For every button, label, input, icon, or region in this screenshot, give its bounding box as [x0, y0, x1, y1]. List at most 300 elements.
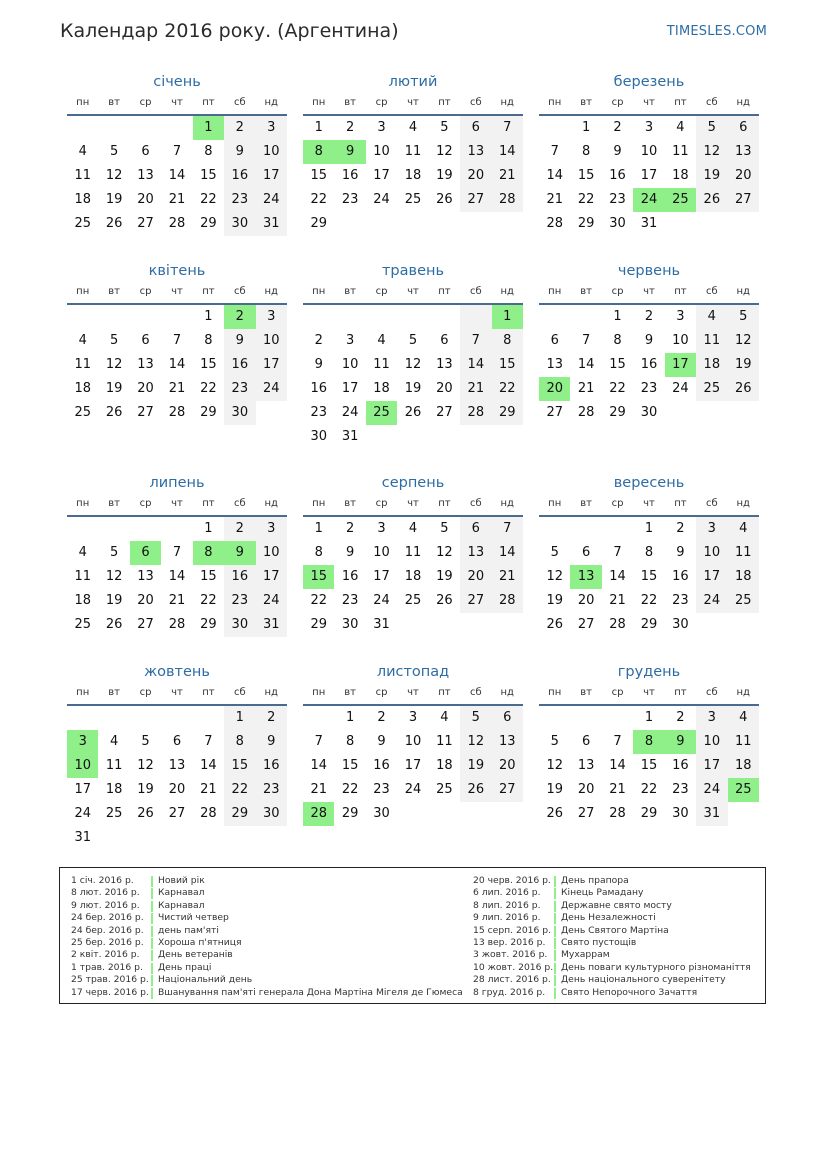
empty-cell	[570, 517, 601, 541]
day-cell: 6	[460, 517, 491, 541]
day-cell: 24	[373, 192, 390, 207]
day-cell: 9	[314, 357, 323, 372]
day-cell: 22	[200, 381, 217, 396]
day-cell: 31	[74, 830, 91, 845]
holiday-date: 10 жовт. 2016 р.	[473, 961, 554, 973]
day-cell: 6	[172, 734, 182, 749]
legend-row	[71, 937, 463, 949]
day-cell: 20	[577, 593, 595, 608]
day-cell: 16	[341, 569, 359, 584]
day-cell: 29	[310, 216, 327, 231]
day-cell: 6	[460, 116, 491, 140]
day-cell: 17	[74, 782, 91, 797]
day-cell: 3	[377, 120, 386, 135]
month-11	[303, 662, 523, 826]
weekday-label: вт	[344, 687, 356, 698]
day-cell: 25	[74, 617, 91, 632]
legend-row	[473, 875, 751, 887]
weekday-header	[539, 283, 759, 305]
day-cell: 18	[404, 168, 422, 183]
day-cell: 20	[137, 381, 154, 396]
empty-cell	[539, 706, 570, 730]
weekday-label: пт	[202, 498, 215, 509]
day-cell: 28	[492, 589, 523, 613]
day-cell: 3	[256, 116, 287, 140]
day-cell: 1	[204, 309, 213, 324]
holiday-day-cell: 6	[130, 541, 161, 565]
day-cell: 19	[105, 192, 123, 207]
day-cell: 22	[492, 377, 523, 401]
weekday-label: вт	[344, 97, 356, 108]
day-grid	[67, 517, 287, 637]
day-cell: 11	[373, 357, 390, 372]
day-cell: 20	[436, 381, 453, 396]
legend-column-right	[473, 875, 751, 999]
day-cell: 30	[224, 401, 255, 425]
day-cell: 13	[137, 569, 154, 584]
day-cell: 26	[436, 192, 453, 207]
day-cell: 18	[74, 593, 91, 608]
weekday-label: пт	[202, 286, 215, 297]
day-cell: 15	[640, 569, 658, 584]
month-9	[539, 473, 759, 637]
day-cell: 28	[492, 188, 523, 212]
weekday-label: нд	[736, 286, 750, 297]
day-cell: 4	[78, 545, 87, 560]
day-cell: 5	[728, 305, 759, 329]
day-cell: 9	[224, 329, 255, 353]
weekday-label: пн	[312, 286, 326, 297]
day-cell: 29	[200, 216, 217, 231]
day-cell: 23	[640, 381, 658, 396]
day-cell: 21	[546, 192, 563, 207]
day-cell: 14	[168, 168, 186, 183]
holiday-name: Чистий четвер	[158, 912, 229, 924]
month-name: жовтень	[144, 664, 210, 680]
day-cell: 1	[644, 521, 654, 536]
legend-row	[71, 912, 463, 924]
month-name: грудень	[617, 664, 681, 680]
day-cell: 8	[644, 545, 654, 560]
holiday-marker	[151, 926, 153, 937]
day-cell: 25	[728, 589, 759, 613]
holiday-day-cell: 9	[665, 730, 696, 754]
empty-cell	[539, 305, 570, 329]
day-cell: 5	[460, 706, 491, 730]
weekday-label: вт	[580, 687, 592, 698]
holiday-marker	[151, 876, 153, 887]
day-cell: 4	[440, 710, 449, 725]
day-cell: 13	[460, 140, 491, 164]
day-cell: 19	[436, 569, 453, 584]
holiday-date: 28 лист. 2016 р.	[473, 974, 551, 986]
day-cell: 31	[256, 212, 287, 236]
day-cell: 12	[436, 144, 453, 159]
day-cell: 27	[460, 188, 491, 212]
day-cell: 31	[256, 613, 287, 637]
holiday-date: 20 черв. 2016 р.	[473, 875, 551, 886]
day-cell: 28	[168, 405, 186, 420]
day-cell: 21	[200, 782, 217, 797]
weekday-label: чт	[643, 498, 655, 509]
day-cell: 16	[609, 168, 626, 183]
holiday-date: 8 груд. 2016 р.	[473, 986, 546, 998]
day-cell: 8	[345, 734, 355, 749]
holiday-marker	[151, 901, 153, 912]
legend-row	[473, 925, 751, 937]
day-cell: 12	[137, 758, 154, 773]
day-cell: 1	[314, 120, 323, 135]
weekday-label: ср	[375, 687, 388, 698]
weekday-label: ср	[611, 97, 624, 108]
day-cell: 30	[224, 613, 255, 637]
day-cell: 29	[341, 806, 359, 821]
day-grid	[303, 116, 523, 236]
holiday-date: 6 лип. 2016 р.	[473, 887, 541, 899]
day-cell: 22	[577, 192, 595, 207]
day-cell: 24	[373, 593, 390, 608]
day-cell: 21	[168, 381, 186, 396]
weekday-label: сб	[705, 687, 718, 698]
month-4	[67, 261, 287, 425]
day-cell: 9	[613, 144, 622, 159]
day-cell: 19	[728, 353, 759, 377]
day-cell: 25	[404, 593, 422, 608]
day-cell: 26	[404, 405, 422, 420]
day-cell: 19	[546, 593, 563, 608]
day-cell: 14	[460, 353, 491, 377]
empty-cell	[602, 706, 633, 730]
holiday-marker	[554, 913, 556, 924]
day-cell: 21	[168, 192, 186, 207]
day-cell: 6	[728, 116, 759, 140]
day-cell: 10	[256, 329, 287, 353]
day-cell: 18	[696, 353, 727, 377]
weekday-label: пн	[548, 498, 562, 509]
holiday-date: 2 квіт. 2016 р.	[71, 949, 140, 961]
legend-row	[473, 962, 751, 974]
day-cell: 23	[609, 192, 626, 207]
day-cell: 12	[436, 545, 453, 560]
day-cell: 7	[550, 144, 559, 159]
weekday-label: вт	[344, 498, 356, 509]
day-cell: 27	[728, 188, 759, 212]
day-grid	[539, 517, 759, 637]
day-cell: 22	[640, 782, 658, 797]
empty-cell	[67, 706, 98, 730]
weekday-label: пн	[76, 687, 90, 698]
weekday-label: пн	[76, 97, 90, 108]
holiday-day-cell: 10	[67, 754, 98, 778]
weekday-label: ср	[375, 498, 388, 509]
holiday-marker	[554, 950, 556, 961]
day-cell: 26	[546, 617, 563, 632]
site-link[interactable]: TIMESLES.COM	[666, 24, 767, 39]
day-cell: 7	[613, 545, 622, 560]
holiday-name: Вшанування пам'яті генерала Дона Мартіна Мігеля де Гюмеса	[158, 986, 463, 998]
day-cell: 25	[74, 216, 91, 231]
holiday-name: Хороша п'ятниця	[158, 936, 242, 948]
day-cell: 26	[436, 593, 453, 608]
day-cell: 30	[310, 429, 327, 444]
empty-cell	[98, 706, 129, 730]
holiday-name: День ветеранів	[158, 949, 233, 961]
day-cell: 15	[640, 758, 658, 773]
holiday-date: 8 лют. 2016 р.	[71, 887, 140, 899]
empty-cell	[161, 706, 192, 730]
weekday-label: сб	[469, 286, 482, 297]
weekday-label: пт	[674, 97, 687, 108]
weekday-label: сб	[233, 498, 246, 509]
day-cell: 2	[224, 116, 255, 140]
day-cell: 24	[256, 589, 287, 613]
day-cell: 31	[341, 429, 359, 444]
weekday-label: вт	[580, 498, 592, 509]
day-cell: 29	[640, 806, 658, 821]
day-cell: 4	[408, 521, 418, 536]
legend-row	[473, 987, 751, 999]
day-cell: 18	[373, 381, 390, 396]
day-cell: 23	[341, 192, 359, 207]
day-cell: 22	[310, 593, 327, 608]
day-cell: 8	[314, 545, 323, 560]
legend-row	[71, 925, 463, 937]
day-cell: 28	[546, 216, 563, 231]
holiday-date: 8 лип. 2016 р.	[473, 899, 541, 911]
day-cell: 14	[168, 357, 186, 372]
day-cell: 14	[168, 569, 186, 584]
day-cell: 10	[373, 545, 390, 560]
day-cell: 18	[728, 565, 759, 589]
day-cell: 27	[460, 589, 491, 613]
holiday-day-cell: 24	[633, 188, 664, 212]
weekday-label: нд	[264, 97, 278, 108]
day-cell: 17	[640, 168, 658, 183]
legend-row	[473, 974, 751, 986]
day-cell: 3	[644, 120, 654, 135]
day-cell: 15	[200, 569, 217, 584]
weekday-label: нд	[500, 498, 514, 509]
day-cell: 13	[137, 357, 154, 372]
weekday-label: нд	[736, 97, 750, 108]
holiday-day-cell: 28	[303, 802, 334, 826]
day-cell: 29	[200, 617, 217, 632]
day-cell: 25	[436, 782, 453, 797]
month-name: серпень	[381, 475, 445, 491]
holiday-day-cell: 15	[303, 565, 334, 589]
day-cell: 26	[105, 216, 123, 231]
day-cell: 6	[141, 144, 150, 159]
holiday-name: Свято пустощів	[561, 936, 637, 948]
weekday-label: нд	[264, 687, 278, 698]
holiday-marker	[151, 888, 153, 899]
holiday-name: Національний день	[158, 974, 253, 986]
day-cell: 17	[341, 381, 359, 396]
day-cell: 18	[672, 168, 689, 183]
day-cell: 14	[609, 569, 626, 584]
day-cell: 20	[492, 754, 523, 778]
day-cell: 26	[728, 377, 759, 401]
day-cell: 29	[200, 405, 217, 420]
holiday-name: Кінець Рамадану	[561, 887, 644, 899]
day-cell: 18	[404, 569, 422, 584]
day-cell: 5	[440, 120, 449, 135]
day-grid	[539, 305, 759, 425]
legend-row	[71, 962, 463, 974]
day-cell: 7	[460, 329, 491, 353]
day-cell: 7	[204, 734, 213, 749]
day-cell: 19	[696, 164, 727, 188]
weekday-label: ср	[139, 286, 152, 297]
day-cell: 26	[105, 617, 123, 632]
day-cell: 27	[436, 405, 453, 420]
holiday-date: 24 бер. 2016 р.	[71, 924, 144, 936]
day-cell: 2	[256, 706, 287, 730]
month-3	[539, 72, 759, 236]
holiday-name: День Святого Мартіна	[561, 924, 669, 936]
weekday-label: сб	[469, 498, 482, 509]
day-cell: 25	[105, 806, 123, 821]
day-cell: 20	[460, 164, 491, 188]
day-cell: 4	[408, 120, 418, 135]
day-cell: 17	[373, 569, 390, 584]
day-cell: 5	[550, 545, 559, 560]
day-cell: 13	[137, 168, 154, 183]
empty-cell	[193, 706, 224, 730]
day-cell: 7	[581, 333, 591, 348]
weekday-label: сб	[233, 97, 246, 108]
weekday-header	[539, 94, 759, 116]
day-cell: 10	[640, 144, 658, 159]
day-cell: 3	[676, 309, 685, 324]
holiday-name: День праці	[158, 961, 212, 973]
month-name: липень	[149, 475, 205, 491]
day-cell: 10	[672, 333, 689, 348]
holiday-day-cell: 20	[539, 377, 570, 401]
day-cell: 26	[696, 188, 727, 212]
day-cell: 1	[644, 710, 654, 725]
day-cell: 5	[408, 333, 418, 348]
weekday-label: пт	[438, 687, 451, 698]
weekday-label: чт	[407, 286, 419, 297]
day-cell: 9	[644, 333, 654, 348]
holiday-day-cell: 25	[728, 778, 759, 802]
empty-cell	[67, 305, 98, 329]
weekday-header	[303, 495, 523, 517]
legend-row	[71, 887, 463, 899]
holiday-name: День Незалежності	[561, 912, 656, 924]
day-cell: 25	[74, 405, 91, 420]
day-cell: 20	[728, 164, 759, 188]
empty-cell	[334, 305, 365, 329]
day-cell: 16	[640, 357, 658, 372]
day-cell: 15	[577, 168, 595, 183]
weekday-header	[67, 283, 287, 305]
holiday-date: 1 січ. 2016 р.	[71, 875, 134, 886]
day-cell: 11	[728, 730, 759, 754]
day-cell: 19	[137, 782, 154, 797]
day-cell: 14	[492, 541, 523, 565]
day-cell: 28	[200, 806, 217, 821]
weekday-label: сб	[233, 286, 246, 297]
day-cell: 13	[728, 140, 759, 164]
day-cell: 19	[460, 754, 491, 778]
day-cell: 30	[224, 212, 255, 236]
legend-row	[473, 900, 751, 912]
day-cell: 24	[696, 778, 727, 802]
weekday-label: чт	[407, 97, 419, 108]
day-cell: 23	[310, 405, 327, 420]
empty-cell	[429, 305, 460, 329]
weekday-header	[303, 283, 523, 305]
empty-cell	[397, 305, 428, 329]
holiday-marker	[554, 963, 556, 974]
legend-row	[71, 949, 463, 961]
holiday-name: Державне свято мосту	[561, 899, 672, 911]
holiday-date: 25 бер. 2016 р.	[71, 936, 144, 948]
day-cell: 23	[224, 377, 255, 401]
legend-row	[71, 974, 463, 986]
day-cell: 9	[345, 545, 355, 560]
weekday-label: пн	[548, 687, 562, 698]
day-cell: 12	[105, 357, 123, 372]
day-cell: 29	[640, 617, 658, 632]
day-cell: 20	[137, 192, 154, 207]
day-cell: 24	[696, 589, 727, 613]
day-cell: 29	[224, 802, 255, 826]
day-cell: 10	[696, 730, 727, 754]
day-cell: 12	[105, 569, 123, 584]
weekday-label: пт	[674, 687, 687, 698]
day-cell: 13	[546, 357, 563, 372]
day-cell: 6	[492, 706, 523, 730]
weekday-label: сб	[705, 97, 718, 108]
day-cell: 26	[137, 806, 154, 821]
holiday-day-cell: 17	[665, 353, 696, 377]
day-cell: 30	[256, 802, 287, 826]
weekday-label: сб	[705, 498, 718, 509]
day-cell: 17	[696, 754, 727, 778]
day-cell: 21	[492, 164, 523, 188]
holiday-marker	[554, 938, 556, 949]
day-cell: 2	[613, 120, 622, 135]
weekday-header	[67, 684, 287, 706]
day-cell: 13	[492, 730, 523, 754]
day-cell: 29	[609, 405, 626, 420]
day-cell: 11	[74, 569, 91, 584]
day-cell: 4	[109, 734, 119, 749]
day-cell: 21	[492, 565, 523, 589]
holiday-name: день пам'яті	[158, 924, 219, 936]
holiday-day-cell: 13	[570, 565, 601, 589]
day-cell: 30	[609, 216, 626, 231]
day-cell: 27	[492, 778, 523, 802]
weekday-label: вт	[108, 97, 120, 108]
day-cell: 15	[341, 758, 359, 773]
weekday-label: нд	[500, 97, 514, 108]
day-cell: 30	[341, 617, 359, 632]
day-cell: 11	[436, 734, 453, 749]
day-cell: 4	[377, 333, 386, 348]
day-cell: 6	[581, 734, 591, 749]
weekday-label: нд	[264, 498, 278, 509]
day-cell: 22	[609, 381, 626, 396]
day-cell: 22	[200, 593, 217, 608]
day-cell: 17	[256, 353, 287, 377]
empty-cell	[130, 517, 161, 541]
day-cell: 14	[492, 140, 523, 164]
day-cell: 14	[577, 357, 595, 372]
